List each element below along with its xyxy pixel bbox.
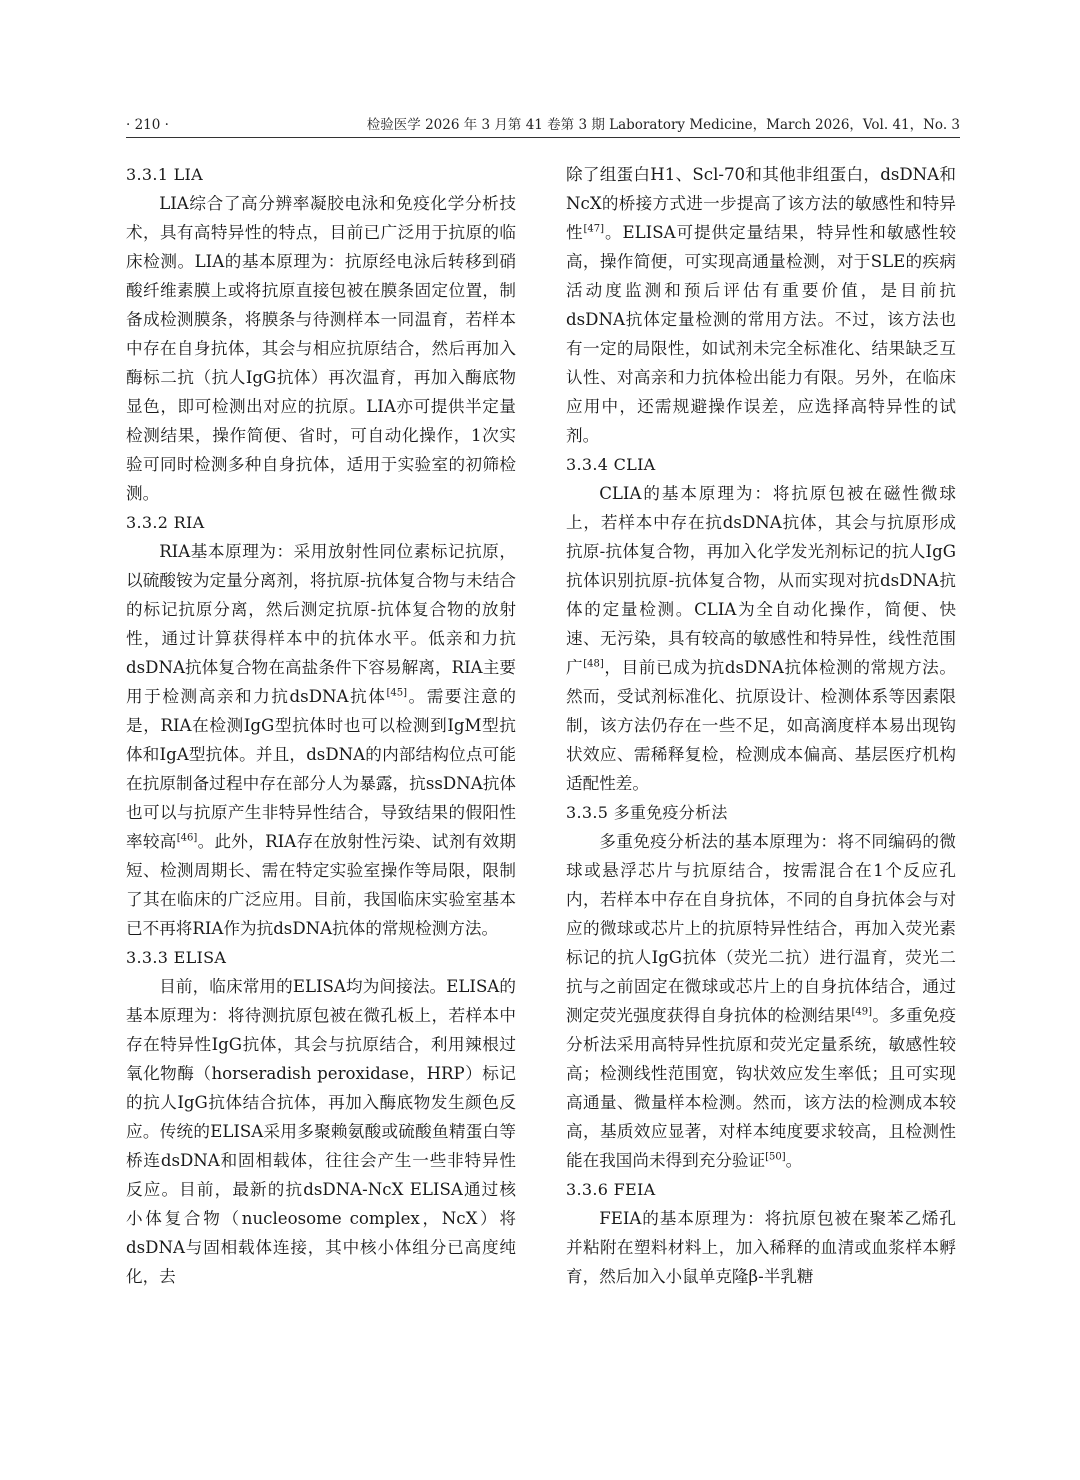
text-run: RIA基本原理为：采用放射性同位素标记抗原，以硫酸铵为定量分离剂，将抗原-抗体复合物与未结合的标记抗原分离，然后测定抗原-抗体复合物的放射性，通过计算获得样本中的抗体水平。低亲和力抗dsDNA抗体复合物在高盐条件下容易解离，RIA主要用于检测高亲和力抗dsDNA抗体 (126, 542, 516, 706)
paragraph-lia: LIA综合了高分辨率凝胶电泳和免疫化学分析技术，具有高特异性的特点，目前已广泛用于抗原的临床检测。LIA的基本原理为：抗原经电泳后转移到硝酸纤维素膜上或将抗原直接包被在膜条固定位置，制备成检测膜条，将膜条与待测样本一同温育，若样本中存在自身抗体，其会与相应抗原结合，然后再加入酶标二抗（抗人IgG抗体）再次温育，再加入酶底物显色，即可检测出对应的抗原。LIA亦可提供半定量检测结果，操作简便、省时，可自动化操作，1次实验可同时检测多种自身抗体，适用于实验室的初筛检测。 (126, 194, 516, 503)
section-heading-3-3-2: 3.3.2 RIA (126, 513, 205, 532)
text-run: 除了组蛋白H1、Scl-70和其他非组蛋白，dsDNA和NcX的桥接方式进一步提高了该方法的敏感性和特异性 (566, 165, 956, 242)
paragraph-clia (566, 479, 956, 798)
text-run: 。ELISA可提供定量结果，特异性和敏感性较高，操作简便，可实现高通量检测，对于SLE的疾病活动度监测和预后评估有重要价值，是目前抗dsDNA抗体定量检测的常用方法。不过，该方法也有一定的局限性，如试剂未完全标准化、结果缺乏互认性、对高亲和力抗体检出能力有限。另外，在临床应用中，还需规避操作误差，应选择高特异性的试剂。 (566, 223, 956, 445)
section-heading-3-3-6: 3.3.6 FEIA (566, 1180, 656, 1199)
paragraph-feia: FEIA的基本原理为：将抗原包被在聚苯乙烯孔并粘附在塑料材料上，加入稀释的血清或血浆样本孵育，然后加入小鼠单克隆β-半乳糖 (566, 1209, 956, 1286)
paragraph-multiplex (566, 827, 956, 1175)
text-run: 。多重免疫分析法采用高特异性抗原和荧光定量系统，敏感性较高；检测线性范围宽，钩状效应发生率低；且可实现高通量、微量样本检测。然而，该方法的检测成本较高，基质效应显著，对样本纯度要求较高，且检测性能在我国尚未得到充分验证 (566, 1006, 957, 1170)
citation-ref-47: [47] (583, 223, 605, 235)
right-column (566, 160, 956, 1291)
text-run: ，目前已成为抗dsDNA抗体检测的常规方法。然而，受试剂标准化、抗原设计、检测体系等因素限制，该方法仍存在一些不足，如高滴度样本易出现钩状效应、需稀释复检，检测成本偏高、基层医疗机构适配性差。 (566, 658, 956, 793)
paragraph-elisa-continued (566, 160, 956, 450)
citation-ref-49: [49] (851, 1006, 873, 1018)
page-number: · 210 · (126, 117, 169, 133)
text-run: CLIA的基本原理为：将抗原包被在磁性微球上，若样本中存在抗dsDNA抗体，其会与抗原形成抗原-抗体复合物，再加入化学发光剂标记的抗人IgG抗体识别抗原-抗体复合物，从而实现对抗dsDNA抗体的定量检测。CLIA为全自动化操作，简便、快速、无污染，具有较高的敏感性和特异性，线性范围广 (566, 484, 956, 677)
citation-ref-45: [45] (386, 687, 407, 699)
citation-ref-50: [50] (765, 1151, 786, 1163)
text-run: 多重免疫分析法的基本原理为：将不同编码的微球或悬浮芯片与抗原结合，按需混合在1个反应孔内，若样本中存在自身抗体，不同的自身抗体会与对应的微球或芯片上的抗原特异性结合，再加入荧光素标记的抗人IgG抗体（荧光二抗）进行温育，荧光二抗与之前固定在微球或芯片上的自身抗体结合，通过测定荧光强度获得自身抗体的检测结果 (566, 832, 956, 1025)
journal-citation: 检验医学 2026 年 3 月第 41 卷第 3 期 Laboratory Medicine，March 2026，Vol. 41，No. 3 (366, 117, 960, 133)
section-heading-3-3-4: 3.3.4 CLIA (566, 455, 656, 474)
running-header (126, 113, 960, 138)
text-run: 。此外，RIA存在放射性污染、试剂有效期短、检测周期长、需在特定实验室操作等局限，限制了其在临床的广泛应用。目前，我国临床实验室基本已不再将RIA作为抗dsDNA抗体的常规检测方法。 (126, 832, 516, 938)
citation-ref-46: [46] (176, 832, 198, 844)
citation-ref-48: [48] (583, 658, 604, 670)
section-heading-3-3-1: 3.3.1 LIA (126, 165, 203, 184)
section-heading-3-3-5: 3.3.5 多重免疫分析法 (566, 803, 728, 822)
text-run: 。需要注意的是，RIA在检测IgG型抗体时也可以检测到IgM型抗体和IgA型抗体。并且，dsDNA的内部结构位点可能在抗原制备过程中存在部分人为暴露，抗ssDNA抗体也可以与抗原产生非特异性结合，导致结果的假阳性率较高 (126, 687, 517, 851)
paragraph-ria (126, 537, 516, 943)
section-heading-3-3-3: 3.3.3 ELISA (126, 948, 227, 967)
left-column (126, 160, 516, 1291)
paragraph-elisa: 目前，临床常用的ELISA均为间接法。ELISA的基本原理为：将待测抗原包被在微孔板上，若样本中存在特异性IgG抗体，其会与抗原结合，利用辣根过氧化物酶（horseradish peroxidase，HRP）标记的抗人IgG抗体结合抗体，再加入酶底物发生颜色反应。传统的ELISA采用多聚赖氨酸或硫酸鱼精蛋白等桥连dsDNA和固相载体，往往会产生一些非特异性反应。目前，最新的抗dsDNA-NcX ELISA通过核小体复合物（nucleosome complex，NcX）将dsDNA与固相载体连接，其中核小体组分已高度纯化，去 (126, 977, 516, 1286)
text-run: 。 (785, 1151, 803, 1170)
